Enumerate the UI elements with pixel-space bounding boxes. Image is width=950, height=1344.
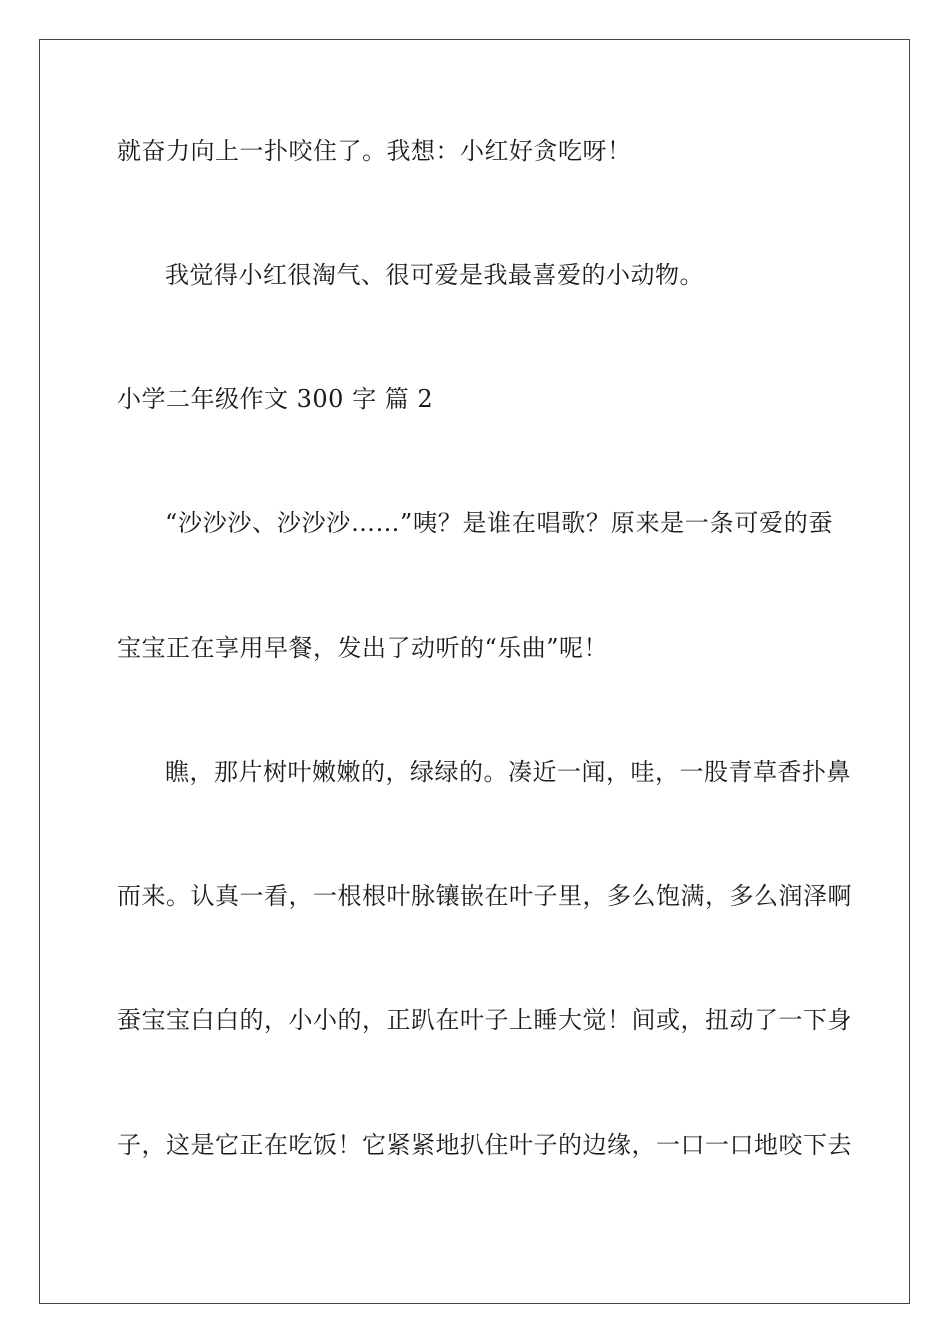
paragraph-line: 蚕宝宝白白的，小小的，正趴在叶子上睡大觉！间或，扭动了一下身 [117, 1006, 852, 1034]
paragraph-line: 子，这是它正在吃饭！它紧紧地扒住叶子的边缘，一口一口地咬下去 [117, 1131, 852, 1159]
section-heading: 小学二年级作文 300 字 篇 2 [117, 385, 434, 413]
paragraph-line: 我觉得小红很淘气、很可爱是我最喜爱的小动物。 [165, 261, 704, 289]
paragraph-line: 宝宝正在享用早餐，发出了动听的“乐曲”呢！ [117, 634, 609, 662]
paragraph-line: “沙沙沙、沙沙沙……”咦？是谁在唱歌？原来是一条可爱的蚕 [165, 509, 833, 537]
page-border [39, 39, 910, 1304]
paragraph-line: 瞧，那片树叶嫩嫩的，绿绿的。凑近一闻，哇，一股青草香扑鼻 [165, 758, 851, 786]
paragraph-line: 就奋力向上一扑咬住了。我想：小红好贪吃呀！ [117, 137, 632, 165]
paragraph-line: 而来。认真一看，一根根叶脉镶嵌在叶子里，多么饱满，多么润泽啊 [117, 882, 852, 910]
